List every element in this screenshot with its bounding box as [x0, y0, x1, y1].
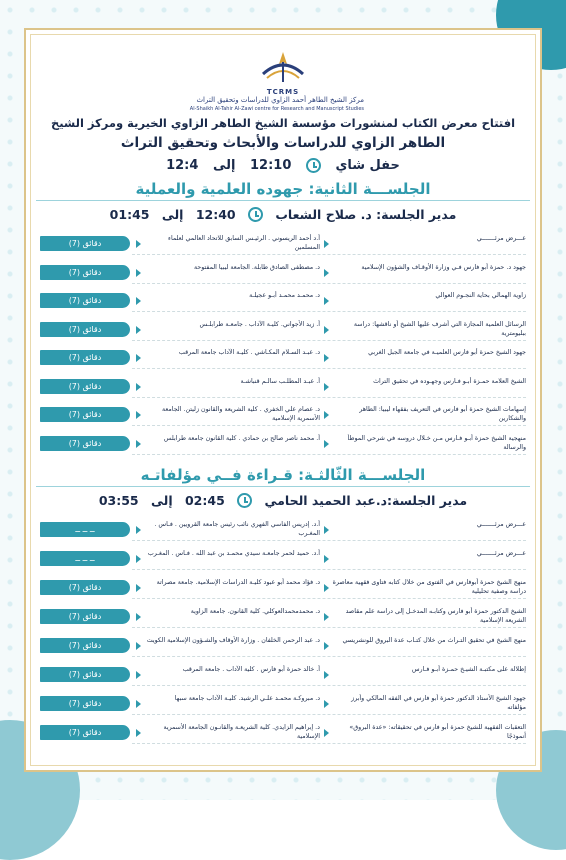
topic-cell: الرسائل العلمية المجازة التي أشرف عليها الشيخ أو ناقشها: دراسة ببليومترية	[353, 320, 526, 337]
session2-chair: مدير الجلسة: د. صلاح الشعاب	[275, 207, 457, 222]
session3-chair: مدير الجلسة:د.عبد الحميد الحامي	[264, 493, 468, 508]
arrow-icon	[136, 671, 141, 679]
topic-cell: عـــرض مرئـــــــي	[476, 550, 526, 557]
speaker-cell: أ.د. حميد لحمر جامعـة سيدي محمـد بن عبد الله . فـاس . المغـرب	[147, 550, 320, 557]
logo	[189, 48, 364, 120]
topic-cell: جهود د. حمزة أبو فارس فـي وزارة الأوقـاف والشؤون الإسلامية	[361, 263, 526, 271]
arrow-icon	[324, 383, 329, 391]
page-title-line-1: افتتاح معرض الكتاب لمنشورات مؤسسة الشيخ الطاهر الزاوي الخيرية ومركز الشيخ	[50, 116, 516, 130]
session2-to: 01:45	[109, 207, 150, 222]
topic-cell: جهود الشيخ حمزة أبو فارس العلميـة في جامعة الجبل الغربي	[368, 349, 526, 356]
arrow-icon	[136, 269, 141, 277]
row-divider	[132, 540, 526, 541]
document-content	[26, 30, 540, 770]
duration-badge: (7) دقائق	[40, 236, 130, 251]
speaker-cell: أ. عبـد المطلـب سالـم قنباشـة	[240, 377, 320, 385]
table-row	[40, 263, 526, 282]
ceremony-label: حفل شاي	[335, 158, 400, 173]
speaker-cell: د. محمـد محمـد أبـو عجيلـة	[249, 292, 320, 299]
session2-chair-line	[36, 206, 530, 222]
session2-to-word: إلى	[161, 207, 184, 222]
session2-from: 12:40	[195, 207, 236, 222]
topic-cell: الشيخ الدكتور حمزة أبو فارس وكتابـه المدخـل إلى دراسة علم مقاصد الشريعة الإسلامية	[345, 608, 526, 624]
arrow-icon	[136, 440, 141, 448]
table-row	[40, 405, 526, 424]
tea-ceremony-line	[36, 158, 530, 173]
speaker-cell: أ. زيد الأجواني. كليـة الآداب . جامعـة طرابلـس	[199, 320, 320, 328]
arrow-icon	[324, 729, 329, 737]
arrow-icon	[136, 555, 141, 563]
row-divider	[132, 311, 526, 312]
session3-title: الجلســـة الثّالثـة: قـراءة فــي مؤلفاتـه	[36, 466, 530, 487]
arrow-icon	[136, 383, 141, 391]
arrow-icon	[136, 354, 141, 362]
row-divider	[132, 685, 526, 686]
arrow-icon	[324, 613, 329, 621]
table-row	[40, 234, 526, 253]
topic-cell: زاوية الهمالي بحاية النجـوم العوالي	[435, 292, 526, 299]
speaker-cell: د. فؤاد محمد أبو عبود كليـة الدراسات الإسلامية. جامعة مصراتة	[156, 579, 320, 586]
row-divider	[132, 598, 526, 599]
topic-cell: عـــرض مرئـــــــي	[476, 235, 526, 242]
duration-badge: (7) دقائق	[40, 667, 130, 682]
speaker-cell: أ.د أحمد الريسوني . الرئيـس السابق للاتحاد العالمي لعلماء المسلمين	[167, 235, 320, 251]
row-divider	[132, 368, 526, 369]
arrow-icon	[324, 671, 329, 679]
arrow-icon	[136, 297, 141, 305]
arrow-icon	[136, 526, 141, 534]
arrow-icon	[324, 326, 329, 334]
logo-arabic-name: مركز الشيخ الطاهر أحمد الزاوي للدراسات وتحقيق التراث	[196, 96, 364, 104]
speaker-cell: د. عبـد السـلام المكـاشي . كليـة الآداب جامعة المرقب	[178, 349, 320, 356]
speaker-cell: أ.د. إدريس الفاسي الفهري نائب رئيس جامعة القرويين . فـاس . المغـرب	[154, 521, 320, 537]
topic-cell: منهجية الشيخ حمزة أبـو فـارس مـن خـلال دروسه في شرحي الموطأ والرسالة	[347, 434, 526, 451]
ceremony-to: 12:4	[166, 158, 199, 173]
arrow-icon	[136, 729, 141, 737]
duration-badge: (7) دقائق	[40, 436, 130, 451]
logo-english-name: Al-Shaikh Al-Tahir Al-Zawi centre for Research and Manuscript Studies	[189, 106, 364, 112]
arrow-icon	[324, 555, 329, 563]
arrow-icon	[324, 240, 329, 248]
arrow-icon	[136, 613, 141, 621]
speaker-cell: د. عبد الرحمن الخلفان . وزارة الأوقاف والشـؤون الإسلامية الكويت	[146, 637, 320, 644]
topic-cell: إطلالة على مكتبـة الشيـخ حمـزة أبـو فـارس	[411, 666, 526, 673]
row-divider	[132, 254, 526, 255]
table-row	[40, 520, 526, 539]
arrow-icon	[136, 700, 141, 708]
table-row	[40, 694, 526, 713]
ceremony-from: 12:10	[250, 158, 292, 173]
row-divider	[132, 743, 526, 744]
arrow-icon	[324, 411, 329, 419]
table-row	[40, 549, 526, 568]
topic-cell: التعقبات الفقهية للشيخ حمزة أبو فارس في تحقيقاته: «عدة البروق» أنموذجًا	[349, 724, 526, 740]
document-frame	[24, 28, 542, 772]
ceremony-to-word: إلى	[212, 158, 236, 173]
page-title-line-2: الطاهر الزاوي للدراسات والأبحاث وتحقيق التراث	[120, 135, 446, 151]
topic-cell: إسهامات الشيخ حمزة أبو فارس في التعريف بفقهاء ليبيا: الطاهر والشكارين	[359, 406, 526, 422]
table-row	[40, 320, 526, 339]
topic-cell: عـــرض مرئـــــــي	[476, 521, 526, 528]
table-row	[40, 434, 526, 453]
table-row	[40, 636, 526, 655]
arrow-icon	[136, 240, 141, 248]
arrow-icon	[136, 584, 141, 592]
speaker-cell: د. مصطفى الصادق طابلة. الجامعة ليبيا المفتوحة	[193, 263, 320, 271]
table-row	[40, 607, 526, 626]
clock-icon	[237, 493, 252, 508]
row-divider	[132, 454, 526, 455]
logo-emblem-icon	[253, 48, 313, 88]
row-divider	[132, 714, 526, 715]
logo-acronym: TCRMS	[266, 88, 300, 96]
duration-badge: (7) دقائق	[40, 638, 130, 653]
duration-badge: (7) دقائق	[40, 350, 130, 365]
arrow-icon	[324, 297, 329, 305]
table-row	[40, 665, 526, 684]
table-row	[40, 723, 526, 742]
arrow-icon	[324, 440, 329, 448]
table-row	[40, 578, 526, 597]
arrow-icon	[324, 584, 329, 592]
row-divider	[132, 340, 526, 341]
topic-cell: منهج الشيخ حمزة أبوفارس في الفتوى من خلال كتابه فتاوى فقهية معاصرة دراسة وصفية تحليلية	[332, 579, 526, 595]
arrow-icon	[136, 642, 141, 650]
arrow-icon	[136, 326, 141, 334]
table-row	[40, 377, 526, 396]
clock-icon	[248, 207, 263, 222]
duration-badge: (7) دقائق	[40, 407, 130, 422]
duration-badge: ــ ــ ــ	[40, 522, 130, 537]
session3-chair-line	[36, 492, 530, 508]
duration-badge: ــ ــ ــ	[40, 551, 130, 566]
row-divider	[132, 397, 526, 398]
duration-badge: (7) دقائق	[40, 265, 130, 280]
speaker-cell: أ. محمد ناصر صالح بن حمادي . كلية القانون جامعة طرابلس	[163, 434, 320, 442]
topic-cell: جهود الشيخ الأستاذ الدكتور حمزة أبو فارس في الفقه المالكي وأبرز مؤلفاته	[351, 695, 526, 711]
session3-to: 03:55	[98, 493, 139, 508]
row-divider	[132, 569, 526, 570]
duration-badge: (7) دقائق	[40, 293, 130, 308]
speaker-cell: د. عصام علي الخفري . كلية الشريعة والقانون زليتن. الجامعة الأسمرية الإسلامية	[162, 406, 320, 422]
topic-cell: الشيخ العلامة حمـزة أبـو فـارس وجهـوده في تحقيق التراث	[373, 377, 526, 385]
duration-badge: (7) دقائق	[40, 379, 130, 394]
speaker-cell: د. محمدمحمدالعوكلي. كلية القانون. جامعة الزاوية	[190, 608, 320, 615]
duration-badge: (7) دقائق	[40, 322, 130, 337]
duration-badge: (7) دقائق	[40, 580, 130, 595]
topic-cell: منهج الشيخ في تحقيق التـراث من خلال كتـاب عدة البروق للونشريسي	[342, 637, 526, 644]
row-divider	[132, 656, 526, 657]
row-divider	[132, 627, 526, 628]
duration-badge: (7) دقائق	[40, 609, 130, 624]
arrow-icon	[324, 700, 329, 708]
speaker-cell: د. إبراهيم الزايدي. كلية الشريعـة والقانـون الجامعة الأسمرية الإسلامية	[163, 724, 320, 740]
clock-icon	[306, 158, 321, 173]
table-row	[40, 348, 526, 367]
row-divider	[132, 283, 526, 284]
speaker-cell: د. مبروكـة محمـد علـي الرشيد. كليـة الآداب جامعة سبها	[174, 695, 320, 702]
arrow-icon	[324, 642, 329, 650]
arrow-icon	[324, 526, 329, 534]
arrow-icon	[324, 354, 329, 362]
arrow-icon	[324, 269, 329, 277]
arrow-icon	[136, 411, 141, 419]
duration-badge: (7) دقائق	[40, 725, 130, 740]
table-row	[40, 291, 526, 310]
duration-badge: (7) دقائق	[40, 696, 130, 711]
row-divider	[132, 425, 526, 426]
session3-from: 02:45	[184, 493, 225, 508]
speaker-cell: أ. خالد حمزة أبو فارس . كلية الآداب . جامعة المرقب	[182, 666, 320, 673]
session2-title: الجلســـة الثانية: جهوده العلمية والعملية	[36, 180, 530, 201]
session3-to-word: إلى	[151, 493, 173, 508]
